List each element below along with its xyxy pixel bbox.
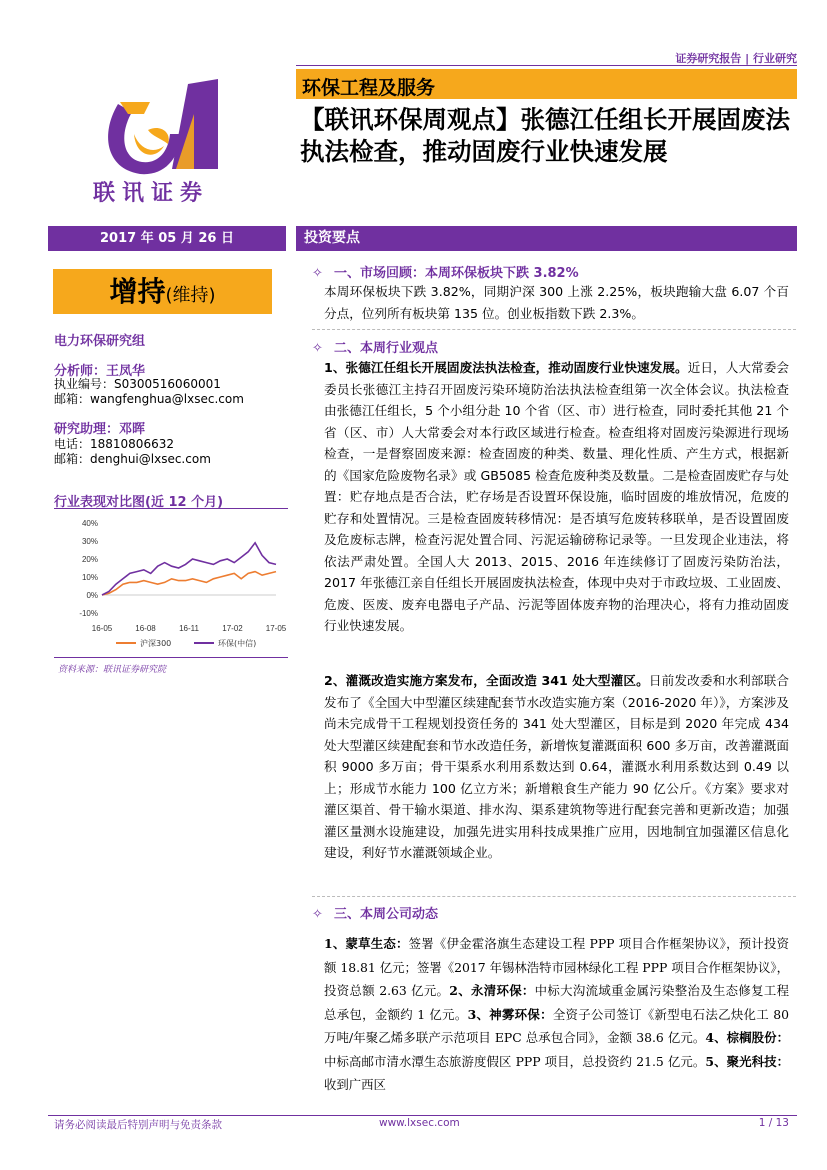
divider [312, 896, 796, 897]
company-1-lead: 1、蒙草生态： [324, 936, 409, 951]
invest-label: 投资要点 [304, 230, 360, 246]
diamond-icon: ✧ [312, 266, 323, 281]
company-news [324, 932, 790, 1092]
footer-divider [48, 1115, 797, 1116]
analyst-cert: 执业编号：S0300516060001 [54, 377, 221, 391]
chart-source: 资料来源：联讯证券研究院 [58, 665, 167, 675]
rating-value: 增持 [109, 275, 166, 308]
diamond-icon: ✧ [312, 341, 323, 356]
x-tick-label: 16-08 [135, 624, 156, 633]
company-4-body: 中标高邮市清水潭生态旅游度假区 PPP 项目，总投资约 21.5 亿元。 [324, 1053, 706, 1069]
rating-box [53, 269, 272, 314]
y-tick-label: 40% [81, 519, 98, 528]
company-5-body: 收到广西区 [324, 1077, 386, 1092]
analyst-name: 分析师：王凤华 [54, 364, 146, 379]
company-5-lead: 5、聚光科技： [705, 1053, 789, 1069]
analyst-email: 邮箱：wangfenghua@lxsec.com [54, 392, 244, 406]
x-tick-label: 16-11 [179, 624, 199, 633]
assistant-name: 研究助理：邓晖 [54, 422, 146, 437]
report-title: 【联讯环保周观点】张德江任组长开展固废法执法检查，推动固废行业快速发展 [300, 105, 790, 166]
paragraph-1-body: 近日，人大常委会委员长张德江主持召开固废污染环境防治法执法检查组第一次全体会议。执法检查由张德江任组长，5 个小组分赴 10 个省（区、市）进行检查，同时委托其他 21 个省（区、市）人大常委会对本行政区域进行检查。检查组将对固废污染源进行现场检查，一是督察固废来源：检查固废的种类、数量、理化性质、产生方式，根据新的《国家危险废物名录》或 GB5085 检查危废种类及数量。二是检查固废贮存与处置：贮存地点是否合法，贮存场是否设置环保设施，临时固废的堆放情况，危废的贮存和处置情况。三是检查固废转移情况：是否填写危废转移联单，是否设置固废及危废标志牌，检查污泥处置合同、污泥运输磅称记录等。一旦发现企业违法，将依法严肃处置。全国人大 2013、2015、2016 年连续修订了固废污染防治法，2017 年张德江亲自任组长开展固废执法检查，体现中央对于市政垃圾、工业固废、危废、医废、废弃电器电子产品、污泥等固体废弃物的治理决心，将有力推动固废行业快速发展。 [324, 360, 790, 633]
legend-label: 沪深300 [140, 639, 172, 648]
footer-disclaimer[interactable]: 请务必阅读最后特别声明与免责条款 [54, 1119, 222, 1131]
y-tick-label: 30% [81, 537, 98, 546]
paragraph-2-body: 日前发改委和水利部联合发布了《全国大中型灌区续建配套节水改造实施方案（2016-2020 年）》，方案涉及尚未完成骨干工程规划投资任务的 341 处大型灌区，目标是到 2020 年完成 434 处大型灌区续建配套和节水改造任务，新增恢复灌溉面积 600 多万亩，改善灌溉面积 9000 多万亩；骨干渠系水利用系数达到 0.64，灌溉水利用系数达到 0.49 以上；形成节水能力 100 亿立方米；新增粮食生产能力 90 亿公斤。《方案》要求对灌区渠首、骨干输水渠道、排水沟、渠系建筑物等进行配套完善和更新改造；加强灌区量测水设施建设，加强先进实用科技成果推广应用，因地制宜加强灌区信息化建设，利好节水灌溉领域企业。 [324, 673, 790, 860]
x-tick-label: 17-02 [222, 624, 243, 633]
perf-chart [54, 509, 288, 657]
rating-note: (维持) [165, 285, 216, 306]
y-tick-label: 0% [86, 591, 98, 600]
paragraph-1 [324, 357, 789, 637]
assistant-email: 邮箱：denghui@lxsec.com [54, 452, 211, 466]
section-3-title: 三、本周公司动态 [334, 907, 439, 922]
paragraph-2-lead: 2、灌溉改造实施方案发布，全面改造 341 处大型灌区。 [324, 673, 649, 688]
paragraph-2 [324, 670, 789, 864]
logo-text: 联讯证券 [93, 181, 210, 206]
sector-label: 环保工程及服务 [302, 77, 436, 99]
footer-website[interactable]: www.lxsec.com [379, 1117, 460, 1129]
series-line-env [102, 543, 276, 595]
sector-bar [296, 69, 797, 99]
company-2-body: 中标大沟流域重金属污染整治及生态修复工程总承包，金额约 1 亿元。 [324, 983, 790, 1022]
divider [312, 329, 796, 330]
top-divider [296, 65, 797, 66]
diamond-icon: ✧ [312, 907, 323, 922]
date-bar [48, 226, 286, 251]
company-3-body: 全资子公司签订《新型电石法乙炔化工 80 万吨/年聚乙烯多联产示范项目 EPC 总承包合同》，金额 38.6 亿元。 [324, 1006, 789, 1045]
assistant-phone: 电话：18810806632 [54, 437, 174, 451]
section-2-title: 二、本周行业观点 [334, 341, 439, 356]
page-number: 1 / 13 [758, 1117, 789, 1129]
company-4-lead: 4、棕榈股份： [705, 1030, 790, 1045]
section-2-heading [312, 337, 438, 356]
section-3-heading [312, 903, 438, 922]
perf-chart-frame [54, 508, 288, 658]
report-date: 2017 年 05 月 26 日 [100, 231, 234, 246]
company-1-body: 签署《伊金霍洛旗生态建设工程 PPP 项目合作框架协议》，预计投资额 18.81 亿元；签署《2017 年锡林浩特市园林绿化工程 PPP 项目合作框架协议》，投资总额 2.63 亿元。 [324, 936, 789, 998]
perf-chart-title: 行业表现对比图(近 12 个月) [54, 495, 224, 510]
y-tick-label: 20% [81, 555, 98, 564]
x-tick-label: 17-05 [265, 624, 287, 633]
report-type: 证券研究报告 | 行业研究 [675, 52, 797, 65]
invest-bar [296, 226, 797, 251]
legend-label: 环保(中信) [218, 639, 257, 648]
section-1-text: 本周环保板块下跌 3.82%，同期沪深 300 上涨 2.25%，板块跑输大盘 6.07 个百分点，位列所有板块第 135 位。创业板指数下跌 2.3%。 [324, 284, 789, 321]
paragraph-1-lead: 1、张德江任组长开展固废法执法检查，推动固废行业快速发展。 [324, 360, 688, 375]
y-tick-label: 10% [81, 573, 98, 582]
company-2-lead: 2、永清环保： [449, 983, 535, 998]
research-group: 电力环保研究组 [54, 334, 146, 349]
section-1-heading [312, 262, 579, 281]
y-tick-label: -10% [79, 609, 98, 618]
section-1-title: 一、市场回顾：本周环保板块下跌 3.82% [334, 266, 579, 281]
x-tick-label: 16-05 [91, 624, 113, 633]
company-3-lead: 3、神雾环保： [467, 1006, 553, 1022]
